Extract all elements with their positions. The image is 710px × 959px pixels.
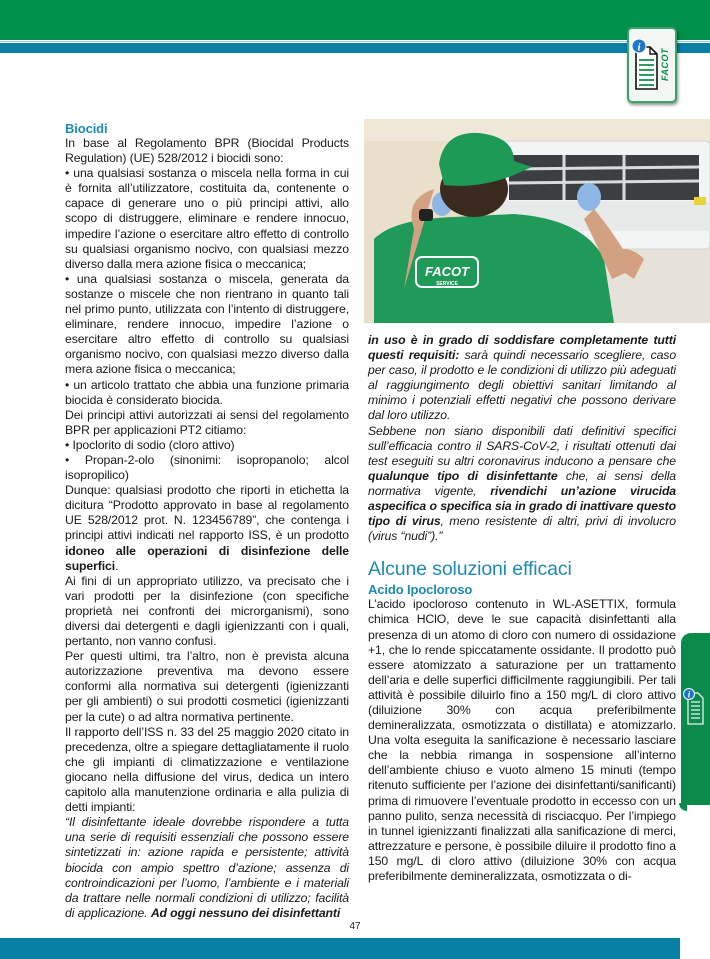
paragraph bbox=[65, 483, 349, 574]
footer-blue-band bbox=[0, 938, 680, 959]
section-heading-biocidi: Biocidi bbox=[65, 121, 108, 136]
shirt-logo-text: FACOT bbox=[424, 264, 470, 279]
paragraph bbox=[65, 272, 349, 378]
text-segment: • Propan-2-olo (sinonimi: isopropanolo; alcol isopropilico) bbox=[65, 452, 349, 483]
header-blue-band bbox=[0, 43, 710, 53]
paragraph bbox=[368, 424, 676, 545]
paragraph bbox=[65, 725, 349, 816]
paragraph bbox=[65, 574, 349, 649]
paragraph bbox=[368, 597, 676, 884]
info-document-icon bbox=[682, 687, 708, 727]
svg-text:i: i bbox=[637, 41, 641, 54]
text-segment: . bbox=[114, 558, 119, 573]
text-segment: Dei principi attivi autorizzati ai sensi del regolamento BPR per applicazioni PT2 citiamo: bbox=[65, 407, 349, 437]
text-segment: “Il disinfettante ideale dovrebbe rispondere a tutta una serie di requisiti essenziali che possono essere sintetizzati in: azione rapida e persistente; attività biocida con ampio spettro d’azione; assenza di controindicazioni per l’uomo, l’ambiente e i materiali da trattare nelle normali condizioni di utilizzo; facilità di applicazione. bbox=[65, 815, 349, 920]
emphasis-text: Ad oggi nessuno dei disinfettanti bbox=[150, 905, 341, 920]
technician-photo bbox=[364, 119, 710, 323]
text-segment: L’acido ipocloroso contenuto in WL-ASETTIX, formula chimica HClO, deve le sue capacità disinfettanti alla presenza di un atomo di cloro con numero di ossidazione +1, che lo rende spiccatamente ossidante. Il prodotto può essere atomizzato a saturazione per un trattamento dell’aria e delle superfici difficilmente raggiungibili. Per tali attività è possibile diluirlo fino a 150 mg/L di cloro attivo (diluizione 30% con acqua preferibilmente demineralizzata, osmotizzata o distillata) e atomizzarlo. Una volta eseguita la sanificazione è necessario lasciare che la nebbia rimanga in sospensione all’interno dell’ambiente chiuso e vuoto almeno 15 minuti (tempo ritenuto sufficiente per l’azione dei disinfettanti/sanificanti) prima di rimuovere l’eventuale prodotto in eccesso con un panno pulito, senza necessità di risciacquo. Per l’impiego in tunnel igienizzanti finalizzati alla sanificazione di merci, attrezzature e persone, è possibile diluire il prodotto fino a 150 mg/L di cloro attivo (diluizione 30% con acqua preferibilmente demineralizzata, osmotizzata o di- bbox=[368, 597, 676, 883]
paragraph bbox=[65, 815, 349, 921]
right-body-paragraphs bbox=[368, 597, 676, 884]
info-document-icon bbox=[630, 33, 662, 95]
paragraph bbox=[368, 333, 676, 424]
shirt-logo-sub: SERVICE bbox=[436, 281, 458, 287]
text-segment: In base al Regolamento BPR (Biocidal Products Regulation) (UE) 528/2012 i biocidi sono: bbox=[65, 136, 349, 166]
text-segment: Dunque: qualsiasi prodotto che riporti in etichetta la dicitura “Prodotto approvato in base al regolamento UE 528/2012 prot. N. 123456789”, che contenga i principi attivi indicati nel rapporto ISS, è un prodotto bbox=[65, 483, 349, 543]
section-title: Alcune soluzioni efficaci bbox=[368, 558, 572, 581]
header-green-band bbox=[0, 0, 710, 40]
svg-text:i: i bbox=[687, 689, 691, 700]
text-segment: • una qualsiasi sostanza o miscela, generata da sostanze o miscele che non rientrano in quanto tali nel primo punto, utilizzata con l’intento di distruggere, eliminare, rendere innocuo, impedire l’azione o esercitare altro effetto di controllo su qualsiasi organismo nocivo, con qualsiasi mezzo diverso dalla mera azione fisica o meccanica; bbox=[65, 271, 349, 377]
paragraph bbox=[65, 438, 349, 453]
text-segment: sarà quindi necessario scegliere, caso per caso, il prodotto e le condizioni di utilizzo più adeguati al raggiungimento degli obiettivi sanitari limitando al minimo i potenziali effetti negativi che possono derivare dal loro utilizzo. bbox=[368, 348, 677, 423]
paragraph bbox=[65, 166, 349, 272]
text-segment: • una qualsiasi sostanza o miscela nella forma in cui è fornita all’utilizzatore, costituita da, contenente o capace di generare uno o più principi attivi, allo scopo di distruggere, eliminare e rendere innocuo, impedire l’azione o esercitare altro effetto di controllo su qualsiasi organismo nocivo, con qualsiasi mezzo diverso dalla mera azione fisica o meccanica; bbox=[65, 166, 349, 271]
text-segment: , meno resistente di altri, privi di involucro (virus “nudi”).” bbox=[368, 514, 676, 544]
text-segment: che, ai sensi della normativa vigente, bbox=[368, 468, 676, 498]
paragraph bbox=[65, 378, 349, 408]
text-segment: • Ipoclorito di sodio (cloro attivo) bbox=[65, 437, 235, 452]
emphasis-text: rivendichi un’azione virucida aspecifica o specifica sia in grado di inattivare questo tipo di virus bbox=[368, 483, 676, 529]
badge-brand-text: FACOT bbox=[660, 48, 670, 82]
facot-info-badge bbox=[627, 27, 677, 103]
text-segment: Il rapporto dell’ISS n. 33 del 25 maggio 2020 citato in precedenza, oltre a spiegare dettagliatamente il ruolo che gli impianti di climatizzazione e ventilazione giocano nella diffusione del virus, dedica un intero capitolo alla manutenzione ordinaria e alla pulizia di detti impianti: bbox=[65, 724, 349, 815]
paragraph bbox=[65, 453, 349, 483]
emphasis-text: in uso è in grado di soddisfare completamente tutti questi requisiti: bbox=[368, 333, 676, 363]
emphasis-text: qualunque tipo di disinfettante bbox=[368, 468, 558, 483]
text-segment: Sebbene non siano disponibili dati definitivi specifici sull’efficacia contro il SARS-CoV-2, i risultati ottenuti dai test eseguiti su altri coronavirus inducono a pensare che bbox=[368, 423, 676, 468]
header-divider-light bbox=[0, 41, 710, 42]
text-segment: • un articolo trattato che abbia una funzione primaria biocida è considerato biocida. bbox=[65, 377, 349, 407]
text-segment: Per questi ultimi, tra l’altro, non è prevista alcuna autorizzazione preventiva ma devono essere conformi alla normativa sui detergenti (igienizzanti per gli ambienti) o sui prodotti cosmetici (igienizzanti per la cute) o ad altra normativa pertinente. bbox=[65, 649, 349, 724]
paragraph bbox=[65, 408, 349, 438]
side-tab bbox=[681, 633, 710, 805]
paragraph bbox=[65, 649, 349, 724]
right-quote-paragraphs bbox=[368, 333, 676, 544]
paragraph bbox=[65, 136, 349, 166]
text-segment: Ai fini di un appropriato utilizzo, va precisato che i vari prodotti per la disinfezione (con specifiche proprietà nei confronti dei microrganismi), sono diversi dai detergenti e dagli igienizzanti con i quali, pertanto, non vanno confusi. bbox=[65, 573, 349, 649]
page-number: 47 bbox=[349, 921, 361, 932]
emphasis-text: idoneo alle operazioni di disinfezione delle superfici bbox=[65, 543, 349, 573]
right-column bbox=[368, 333, 676, 884]
left-paragraphs bbox=[65, 136, 349, 921]
left-column bbox=[65, 121, 349, 921]
subheading-acido-ipocloroso: Acido Ipocloroso bbox=[368, 582, 473, 598]
